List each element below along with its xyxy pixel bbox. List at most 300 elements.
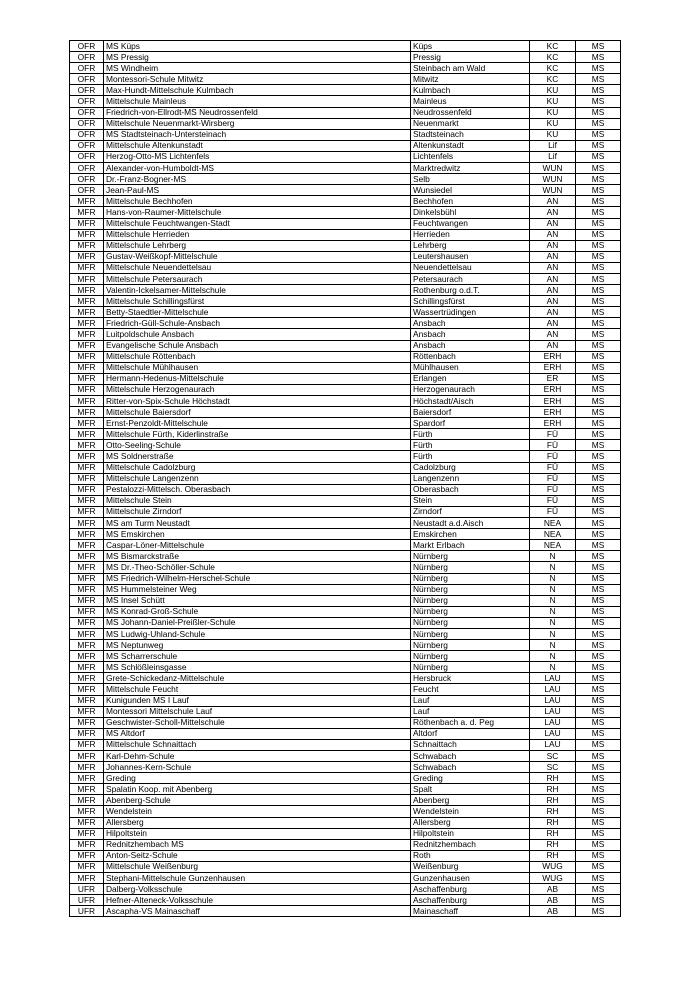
district-code-cell: AN (530, 218, 576, 229)
school-type-cell: MS (576, 96, 621, 107)
region-cell: MFR (70, 518, 104, 529)
region-cell: MFR (70, 429, 104, 440)
table-row (70, 628, 621, 639)
school-name-cell: Dalberg-Volksschule (104, 884, 411, 895)
district-code-cell: FÜ (530, 440, 576, 451)
table-row (70, 351, 621, 362)
school-name-cell: Jean-Paul-MS (104, 185, 411, 196)
school-type-cell: MS (576, 795, 621, 806)
town-cell: Nürnberg (411, 551, 530, 562)
district-code-cell: RH (530, 850, 576, 861)
district-code-cell: ERH (530, 396, 576, 407)
table-row (70, 839, 621, 850)
district-code-cell: LAU (530, 739, 576, 750)
town-cell: Stein (411, 495, 530, 506)
table-row (70, 873, 621, 884)
table-row (70, 795, 621, 806)
district-code-cell: KC (530, 74, 576, 85)
region-cell: MFR (70, 706, 104, 717)
school-name-cell: Otto-Seeling-Schule (104, 440, 411, 451)
district-code-cell: N (530, 562, 576, 573)
district-code-cell: NEA (530, 518, 576, 529)
region-cell: MFR (70, 340, 104, 351)
town-cell: Spardorf (411, 418, 530, 429)
region-cell: MFR (70, 684, 104, 695)
town-cell: Wassertrüdingen (411, 307, 530, 318)
school-type-cell: MS (576, 329, 621, 340)
school-name-cell: Mittelschule Herrieden (104, 229, 411, 240)
town-cell: Abenberg (411, 795, 530, 806)
school-name-cell: Greding (104, 773, 411, 784)
region-cell: OFR (70, 151, 104, 162)
region-cell: MFR (70, 329, 104, 340)
school-type-cell: MS (576, 229, 621, 240)
district-code-cell: LAU (530, 706, 576, 717)
table-row (70, 828, 621, 839)
district-code-cell: FÜ (530, 451, 576, 462)
region-cell: MFR (70, 196, 104, 207)
table-row (70, 717, 621, 728)
school-name-cell: Mittelschule Petersaurach (104, 273, 411, 284)
region-cell: OFR (70, 163, 104, 174)
district-code-cell: KC (530, 63, 576, 74)
school-type-cell: MS (576, 462, 621, 473)
school-type-cell: MS (576, 362, 621, 373)
district-code-cell: N (530, 617, 576, 628)
school-name-cell: Gustav-Weißkopf-Mittelschule (104, 251, 411, 262)
district-code-cell: Lif (530, 151, 576, 162)
table-row (70, 728, 621, 739)
district-code-cell: KC (530, 41, 576, 52)
region-cell: MFR (70, 418, 104, 429)
school-name-cell: MS Windheim (104, 63, 411, 74)
school-type-cell: MS (576, 351, 621, 362)
town-cell: Steinbach am Wald (411, 63, 530, 74)
town-cell: Neuendettelsau (411, 262, 530, 273)
school-name-cell: Hermann-Hedenus-Mittelschule (104, 373, 411, 384)
town-cell: Roth (411, 850, 530, 861)
district-code-cell: KU (530, 118, 576, 129)
district-code-cell: WUN (530, 185, 576, 196)
region-cell: MFR (70, 207, 104, 218)
town-cell: Mühlhausen (411, 362, 530, 373)
table-row (70, 318, 621, 329)
district-code-cell: AB (530, 895, 576, 906)
school-type-cell: MS (576, 285, 621, 296)
town-cell: Markt Erlbach (411, 540, 530, 551)
table-row (70, 817, 621, 828)
table-row (70, 906, 621, 917)
district-code-cell: FÜ (530, 473, 576, 484)
region-cell: UFR (70, 895, 104, 906)
school-type-cell: MS (576, 63, 621, 74)
district-code-cell: ERH (530, 384, 576, 395)
town-cell: Lehrberg (411, 240, 530, 251)
school-name-cell: MS Friedrich-Wilhelm-Herschel-Schule (104, 573, 411, 584)
table-row (70, 151, 621, 162)
district-code-cell: SC (530, 751, 576, 762)
table-row (70, 551, 621, 562)
school-type-cell: MS (576, 684, 621, 695)
region-cell: OFR (70, 140, 104, 151)
town-cell: Röthenbach a. d. Peg (411, 717, 530, 728)
school-type-cell: MS (576, 551, 621, 562)
school-type-cell: MS (576, 529, 621, 540)
school-type-cell: MS (576, 384, 621, 395)
district-code-cell: ERH (530, 362, 576, 373)
district-code-cell: N (530, 662, 576, 673)
region-cell: MFR (70, 850, 104, 861)
table-row (70, 739, 621, 750)
town-cell: Schillingsfürst (411, 296, 530, 307)
district-code-cell: N (530, 595, 576, 606)
town-cell: Nürnberg (411, 573, 530, 584)
school-name-cell: Ernst-Penzoldt-Mittelschule (104, 418, 411, 429)
district-code-cell: LAU (530, 695, 576, 706)
school-type-cell: MS (576, 595, 621, 606)
region-cell: MFR (70, 562, 104, 573)
school-type-cell: MS (576, 662, 621, 673)
school-type-cell: MS (576, 251, 621, 262)
school-type-cell: MS (576, 762, 621, 773)
table-row (70, 340, 621, 351)
region-cell: MFR (70, 717, 104, 728)
district-code-cell: FÜ (530, 462, 576, 473)
town-cell: Cadolzburg (411, 462, 530, 473)
district-code-cell: ERH (530, 351, 576, 362)
region-cell: MFR (70, 695, 104, 706)
region-cell: MFR (70, 762, 104, 773)
school-name-cell: Friedrich-Güll-Schule-Ansbach (104, 318, 411, 329)
school-name-cell: Mittelschule Neuenmarkt-Wirsberg (104, 118, 411, 129)
school-name-cell: MS Stadtsteinach-Untersteinach (104, 129, 411, 140)
region-cell: MFR (70, 484, 104, 495)
school-type-cell: MS (576, 196, 621, 207)
table-row (70, 329, 621, 340)
school-type-cell: MS (576, 562, 621, 573)
town-cell: Kulmbach (411, 85, 530, 96)
town-cell: Fürth (411, 451, 530, 462)
town-cell: Hersbruck (411, 673, 530, 684)
table-row (70, 307, 621, 318)
district-code-cell: SC (530, 762, 576, 773)
table-row (70, 806, 621, 817)
school-name-cell: Mittelschule Mainleus (104, 96, 411, 107)
school-type-cell: MS (576, 817, 621, 828)
table-row (70, 518, 621, 529)
table-row (70, 373, 621, 384)
region-cell: MFR (70, 584, 104, 595)
region-cell: MFR (70, 440, 104, 451)
district-code-cell: AN (530, 240, 576, 251)
district-code-cell: AN (530, 273, 576, 284)
school-name-cell: Rednitzhembach MS (104, 839, 411, 850)
school-name-cell: MS Hummelsteiner Weg (104, 584, 411, 595)
town-cell: Mitwitz (411, 74, 530, 85)
district-code-cell: RH (530, 839, 576, 850)
region-cell: MFR (70, 651, 104, 662)
region-cell: OFR (70, 41, 104, 52)
region-cell: MFR (70, 318, 104, 329)
region-cell: OFR (70, 96, 104, 107)
school-type-cell: MS (576, 850, 621, 861)
school-type-cell: MS (576, 52, 621, 63)
district-code-cell: AN (530, 229, 576, 240)
town-cell: Nürnberg (411, 595, 530, 606)
school-name-cell: Herzog-Otto-MS Lichtenfels (104, 151, 411, 162)
school-name-cell: Mittelschule Langenzenn (104, 473, 411, 484)
region-cell: MFR (70, 506, 104, 517)
town-cell: Petersaurach (411, 273, 530, 284)
district-code-cell: KU (530, 96, 576, 107)
school-name-cell: MS Schlößleinsgasse (104, 662, 411, 673)
table-row (70, 462, 621, 473)
table-row (70, 751, 621, 762)
town-cell: Feuchtwangen (411, 218, 530, 229)
table-row (70, 296, 621, 307)
district-code-cell: AN (530, 329, 576, 340)
school-type-cell: MS (576, 240, 621, 251)
district-code-cell: WUG (530, 873, 576, 884)
town-cell: Feucht (411, 684, 530, 695)
district-code-cell: RH (530, 784, 576, 795)
town-cell: Lauf (411, 695, 530, 706)
school-name-cell: MS Konrad-Groß-Schule (104, 606, 411, 617)
table-row (70, 251, 621, 262)
school-type-cell: MS (576, 651, 621, 662)
table-row (70, 662, 621, 673)
region-cell: MFR (70, 839, 104, 850)
school-type-cell: MS (576, 906, 621, 917)
school-type-cell: MS (576, 873, 621, 884)
town-cell: Erlangen (411, 373, 530, 384)
region-cell: MFR (70, 285, 104, 296)
region-cell: MFR (70, 873, 104, 884)
district-code-cell: N (530, 551, 576, 562)
town-cell: Lauf (411, 706, 530, 717)
school-name-cell: Allersberg (104, 817, 411, 828)
region-cell: MFR (70, 861, 104, 872)
town-cell: Greding (411, 773, 530, 784)
school-type-cell: MS (576, 728, 621, 739)
school-name-cell: Caspar-Löner-Mittelschule (104, 540, 411, 551)
table-row (70, 506, 621, 517)
school-type-cell: MS (576, 451, 621, 462)
region-cell: MFR (70, 218, 104, 229)
table-row (70, 640, 621, 651)
school-name-cell: Anton-Seitz-Schule (104, 850, 411, 861)
school-type-cell: MS (576, 751, 621, 762)
district-code-cell: N (530, 606, 576, 617)
district-code-cell: LAU (530, 717, 576, 728)
school-type-cell: MS (576, 373, 621, 384)
school-type-cell: MS (576, 673, 621, 684)
town-cell: Höchstadt/Aisch (411, 396, 530, 407)
district-code-cell: WUN (530, 163, 576, 174)
table-row (70, 595, 621, 606)
region-cell: MFR (70, 262, 104, 273)
table-row (70, 540, 621, 551)
school-name-cell: MS Dr.-Theo-Schöller-Schule (104, 562, 411, 573)
town-cell: Neudrossenfeld (411, 107, 530, 118)
town-cell: Zirndorf (411, 506, 530, 517)
region-cell: MFR (70, 240, 104, 251)
table-row (70, 684, 621, 695)
school-type-cell: MS (576, 273, 621, 284)
school-list-body (70, 41, 621, 917)
school-name-cell: Mittelschule Altenkunstadt (104, 140, 411, 151)
town-cell: Emskirchen (411, 529, 530, 540)
school-name-cell: Mittelschule Neuendettelsau (104, 262, 411, 273)
region-cell: MFR (70, 540, 104, 551)
region-cell: OFR (70, 63, 104, 74)
district-code-cell: LAU (530, 728, 576, 739)
town-cell: Weißenburg (411, 861, 530, 872)
school-type-cell: MS (576, 262, 621, 273)
school-name-cell: Karl-Dehm-Schule (104, 751, 411, 762)
district-code-cell: RH (530, 795, 576, 806)
district-code-cell: AN (530, 307, 576, 318)
district-code-cell: NEA (530, 540, 576, 551)
table-row (70, 573, 621, 584)
town-cell: Nürnberg (411, 628, 530, 639)
town-cell: Langenzenn (411, 473, 530, 484)
region-cell: OFR (70, 129, 104, 140)
school-name-cell: Luitpoldschule Ansbach (104, 329, 411, 340)
town-cell: Spalt (411, 784, 530, 795)
school-name-cell: Abenberg-Schule (104, 795, 411, 806)
school-type-cell: MS (576, 495, 621, 506)
region-cell: OFR (70, 85, 104, 96)
table-row (70, 174, 621, 185)
school-type-cell: MS (576, 473, 621, 484)
town-cell: Herrieden (411, 229, 530, 240)
district-code-cell: LAU (530, 684, 576, 695)
school-list-table (69, 40, 621, 917)
town-cell: Allersberg (411, 817, 530, 828)
district-code-cell: AN (530, 340, 576, 351)
town-cell: Hilpoltstein (411, 828, 530, 839)
region-cell: MFR (70, 396, 104, 407)
table-row (70, 695, 621, 706)
school-type-cell: MS (576, 185, 621, 196)
district-code-cell: AB (530, 906, 576, 917)
school-type-cell: MS (576, 41, 621, 52)
district-code-cell: N (530, 573, 576, 584)
town-cell: Altenkunstadt (411, 140, 530, 151)
table-row (70, 362, 621, 373)
region-cell: UFR (70, 884, 104, 895)
table-row (70, 185, 621, 196)
table-row (70, 418, 621, 429)
school-name-cell: Johannes-Kern-Schule (104, 762, 411, 773)
table-row (70, 706, 621, 717)
district-code-cell: RH (530, 817, 576, 828)
district-code-cell: WUN (530, 174, 576, 185)
school-type-cell: MS (576, 418, 621, 429)
table-row (70, 407, 621, 418)
school-type-cell: MS (576, 806, 621, 817)
region-cell: OFR (70, 107, 104, 118)
town-cell: Schwabach (411, 751, 530, 762)
school-name-cell: Hilpoltstein (104, 828, 411, 839)
school-type-cell: MS (576, 773, 621, 784)
town-cell: Altdorf (411, 728, 530, 739)
school-name-cell: Hans-von-Raumer-Mittelschule (104, 207, 411, 218)
region-cell: MFR (70, 751, 104, 762)
district-code-cell: RH (530, 806, 576, 817)
town-cell: Gunzenhausen (411, 873, 530, 884)
school-name-cell: Geschwister-Scholl-Mittelschule (104, 717, 411, 728)
region-cell: UFR (70, 906, 104, 917)
district-code-cell: FÜ (530, 429, 576, 440)
region-cell: MFR (70, 784, 104, 795)
town-cell: Mainaschaff (411, 906, 530, 917)
school-name-cell: Mittelschule Lehrberg (104, 240, 411, 251)
town-cell: Fürth (411, 440, 530, 451)
school-name-cell: Montessori Mittelschule Lauf (104, 706, 411, 717)
town-cell: Herzogenaurach (411, 384, 530, 395)
town-cell: Rednitzhembach (411, 839, 530, 850)
district-code-cell: AB (530, 884, 576, 895)
table-row (70, 617, 621, 628)
school-name-cell: Mittelschule Herzogenaurach (104, 384, 411, 395)
district-code-cell: FÜ (530, 506, 576, 517)
school-name-cell: MS Insel Schütt (104, 595, 411, 606)
school-type-cell: MS (576, 640, 621, 651)
school-type-cell: MS (576, 706, 621, 717)
table-row (70, 41, 621, 52)
school-type-cell: MS (576, 151, 621, 162)
table-row (70, 107, 621, 118)
region-cell: MFR (70, 296, 104, 307)
school-name-cell: Mittelschule Fürth, Kiderlinstraße (104, 429, 411, 440)
table-row (70, 140, 621, 151)
school-type-cell: MS (576, 174, 621, 185)
region-cell: MFR (70, 551, 104, 562)
table-row (70, 118, 621, 129)
school-name-cell: Alexander-von-Humboldt-MS (104, 163, 411, 174)
school-name-cell: Mittelschule Schillingsfürst (104, 296, 411, 307)
district-code-cell: KU (530, 85, 576, 96)
table-row (70, 850, 621, 861)
school-name-cell: MS am Turm Neustadt (104, 518, 411, 529)
town-cell: Aschaffenburg (411, 895, 530, 906)
table-row (70, 784, 621, 795)
region-cell: MFR (70, 617, 104, 628)
school-type-cell: MS (576, 318, 621, 329)
region-cell: MFR (70, 251, 104, 262)
region-cell: OFR (70, 174, 104, 185)
table-row (70, 773, 621, 784)
district-code-cell: ER (530, 373, 576, 384)
district-code-cell: RH (530, 773, 576, 784)
region-cell: MFR (70, 407, 104, 418)
region-cell: MFR (70, 362, 104, 373)
town-cell: Röttenbach (411, 351, 530, 362)
school-type-cell: MS (576, 484, 621, 495)
town-cell: Ansbach (411, 318, 530, 329)
town-cell: Nürnberg (411, 617, 530, 628)
table-row (70, 651, 621, 662)
table-row (70, 74, 621, 85)
school-name-cell: MS Scharrerschule (104, 651, 411, 662)
region-cell: MFR (70, 573, 104, 584)
school-name-cell: Mittelschule Baiersdorf (104, 407, 411, 418)
district-code-cell: FÜ (530, 495, 576, 506)
town-cell: Neuenmarkt (411, 118, 530, 129)
school-name-cell: Grete-Schickedanz-Mittelschule (104, 673, 411, 684)
